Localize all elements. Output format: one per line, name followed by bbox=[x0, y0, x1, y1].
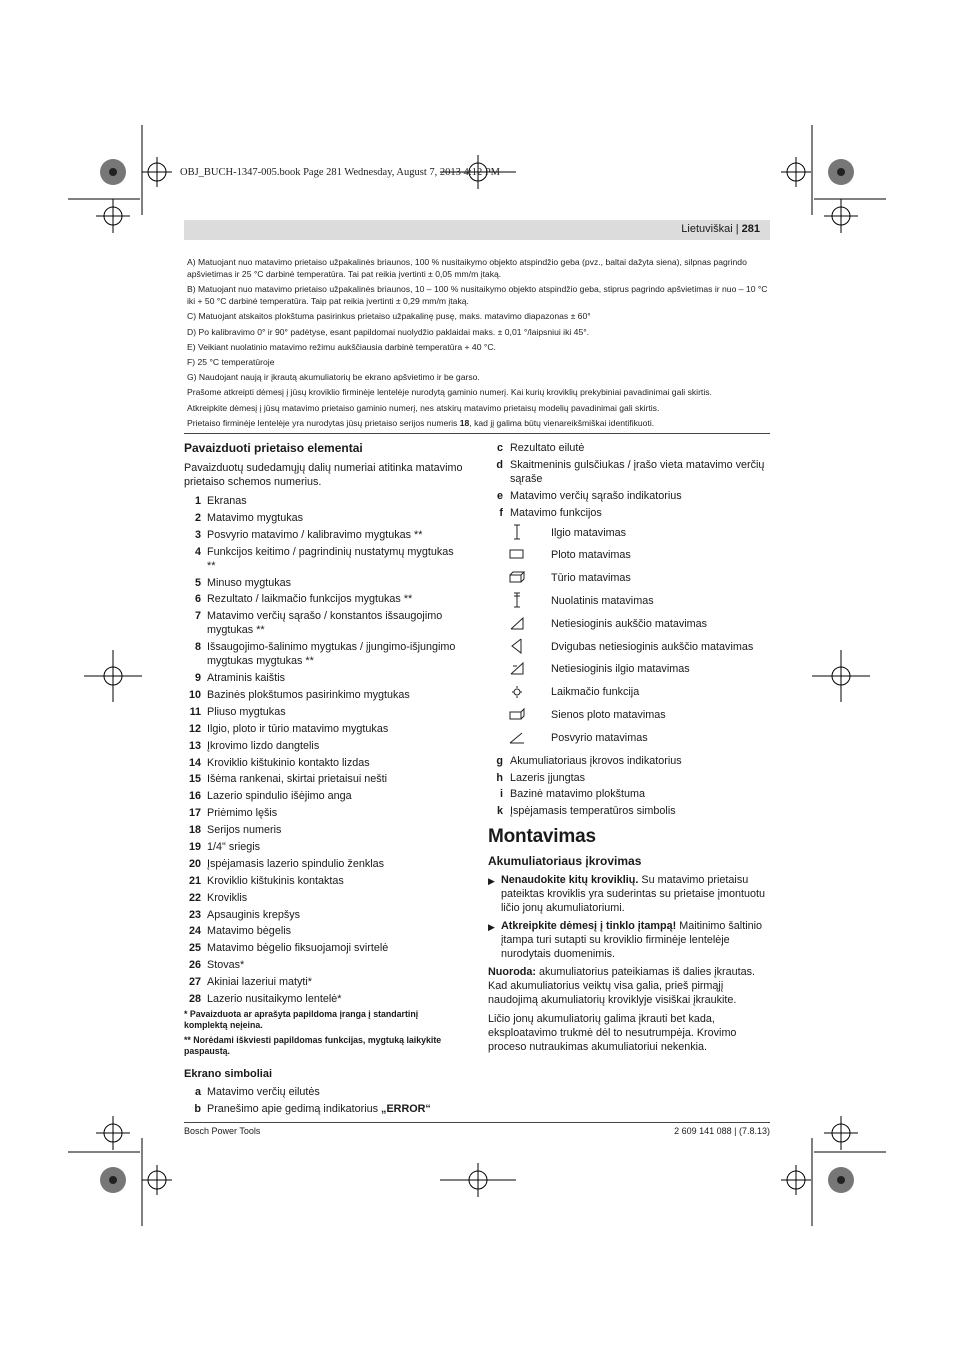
list-item: 13 Įkrovimo lizdo dangtelis bbox=[188, 739, 320, 752]
list-item: 15 Išėma rankenai, skirtai prietaisui nešti bbox=[188, 773, 388, 786]
list-item: 23 Apsauginis krepšys bbox=[188, 908, 301, 921]
list-item: Dvigubas netiesioginis aukščio matavimas bbox=[488, 640, 770, 663]
timer-icon bbox=[508, 683, 526, 699]
battery-info: Ličio jonų akumuliatorių galima įkrauti bet kada, eksploatavimo trukmė dėl to nesutrumpėja. Krovimo proceso nutraukimas akumuliatoriui nekenkia. bbox=[488, 1013, 737, 1054]
footer-brand: Bosch Power Tools bbox=[184, 1126, 261, 1136]
list-item: Netiesioginis aukščio matavimas bbox=[488, 617, 770, 640]
note-d: D) Po kalibravimo 0° ir 90° padėtyse, esant papildomai nuolydžio paklaidai maks. ± 0,01 °/laipsniui iki 45°. bbox=[187, 326, 590, 337]
page-header-label bbox=[681, 223, 760, 235]
list-item: 14 Kroviklio kištukinio kontakto lizdas bbox=[188, 756, 370, 769]
list-item: a Matavimo verčių eilutės bbox=[194, 1085, 320, 1098]
triangle-bullet-icon: ▶ bbox=[488, 876, 495, 887]
note-g: G) Naudojant naują ir įkrautą akumuliatorių be ekrano apšvietimo ir be garso. bbox=[187, 372, 480, 383]
length-icon bbox=[508, 524, 526, 540]
list-item: 9 Atraminis kaištis bbox=[194, 672, 285, 685]
list-item: 28 Lazerio nusitaikymo lentelė* bbox=[188, 993, 342, 1006]
indirect-length-icon bbox=[508, 660, 526, 676]
assembly-heading: Montavimas bbox=[488, 826, 596, 848]
list-item: 22 Kroviklis bbox=[188, 891, 248, 904]
footnote-accessories: * Pavaizduota ar aprašyta papildoma įranga į standartinį komplektą neįeina. bbox=[184, 1008, 419, 1031]
header-language: Lietuviškai bbox=[681, 223, 733, 235]
elements-list bbox=[184, 494, 464, 1006]
list-item: 26 Stovas* bbox=[188, 959, 245, 972]
list-item: 3 Posvyrio matavimo / kalibravimo mygtukas ** bbox=[194, 528, 423, 541]
list-item: i Bazinė matavimo plokštuma bbox=[500, 788, 646, 801]
page-header-bar bbox=[184, 220, 770, 240]
footer-divider bbox=[184, 1122, 770, 1123]
area-icon bbox=[508, 546, 526, 562]
header-separator: | bbox=[735, 223, 739, 235]
list-item: 7 Matavimo verčių sąrašo / konstantos išsaugojimo mygtukas ** bbox=[194, 610, 443, 637]
list-item: 2 Matavimo mygtukas bbox=[194, 511, 304, 524]
elements-intro: Pavaizduotų sudedamųjų dalių numeriai atitinka matavimo prietaiso schemos numerius. bbox=[184, 462, 463, 488]
list-item: 27 Akiniai lazeriui matyti* bbox=[188, 976, 313, 989]
note-serial: Prietaiso firminėje lentelėje yra nurodytas jūsų prietaiso serijos numeris 18, kad jį galima būtų vienareikšmiškai identifikuoti. bbox=[187, 417, 655, 428]
elements-heading: Pavaizduoti prietaiso elementai bbox=[184, 441, 363, 455]
note-charger: Prašome atkreipti dėmesį į jūsų kroviklio firminėje lentelėje nurodytą gaminio numerį. Kai kurių kroviklių prekybiniai pavadinimai gali skirtis. bbox=[187, 387, 712, 398]
list-item: 8 Išsaugojimo-šalinimo mygtukas / įjungimo-išjungimo mygtukas mygtukas ** bbox=[194, 641, 456, 668]
list-item: Laikmačio funkcija bbox=[488, 685, 770, 708]
list-item: f Matavimo funkcijos bbox=[499, 506, 602, 519]
note-c: C) Matuojant atskaitos plokštuma pasirinkus prietaiso užpakalinę pusę, maks. matavimo diapazonas ± 60° bbox=[187, 311, 591, 322]
footer-doc-number: 2 609 141 088 | (7.8.13) bbox=[674, 1126, 770, 1136]
right-column bbox=[488, 441, 770, 1059]
list-item: Ploto matavimas bbox=[488, 548, 770, 571]
measuring-functions-list bbox=[488, 526, 770, 754]
list-item: 17 Priėmimo lęšis bbox=[188, 807, 278, 820]
list-item: 19 1/4" sriegis bbox=[188, 841, 261, 854]
list-item: g Akumuliatoriaus įkrovos indikatorius bbox=[496, 754, 682, 767]
indirect-height-icon bbox=[508, 615, 526, 631]
list-item: 4 Funkcijos keitimo / pagrindinių nustatymų mygtukas ** bbox=[194, 545, 454, 572]
list-item: 10 Bazinės plokštumos pasirinkimo mygtukas bbox=[188, 689, 410, 702]
list-item: 1 Ekranas bbox=[194, 495, 247, 507]
list-item: Tūrio matavimas bbox=[488, 571, 770, 594]
volume-icon bbox=[508, 569, 526, 585]
note-product-number: Atkreipkite dėmesį į jūsų matavimo prietaiso gaminio numerį, nes atskirų matavimo prietaisų modelių pavadinimai gali skirtis. bbox=[187, 402, 660, 413]
wall-area-icon bbox=[508, 706, 526, 722]
list-item: e Matavimo verčių sąrašo indikatorius bbox=[496, 489, 682, 502]
note-a: A) Matuojant nuo matavimo prietaiso užpakalinės briaunos, 100 % nusitaikymo objekto atspindžio geba (pvz., baltai dažyta siena), silpnas pagrindo apšvietimas ir 25 °C darbinė temperatūra. Tai pat reikia įvertinti ± 0,05 mm/m įtaką. bbox=[187, 257, 747, 279]
list-item: h Lazeris įjungtas bbox=[496, 771, 586, 784]
tech-data-notes bbox=[187, 256, 769, 432]
list-item: Ilgio matavimas bbox=[488, 526, 770, 549]
list-item: 18 Serijos numeris bbox=[188, 824, 282, 837]
triangle-bullet-icon: ▶ bbox=[488, 922, 495, 933]
slope-icon bbox=[508, 729, 526, 745]
note-f: F) 25 °C temperatūroje bbox=[187, 356, 275, 367]
page-number: 281 bbox=[741, 223, 760, 235]
print-info-line: OBJ_BUCH-1347-005.book Page 281 Wednesday, August 7, 2013 4:12 PM bbox=[180, 167, 500, 178]
list-item: 6 Rezultato / laikmačio funkcijos mygtukas ** bbox=[194, 593, 413, 606]
section-divider bbox=[184, 433, 770, 434]
battery-note: Nuoroda: akumuliatorius pateikiamas iš dalies įkrautas. Kad akumuliatorius veiktų visa galia, prieš pirmąjį naudojimą akumuliatorių kroviklyje visiškai įkraukite. bbox=[488, 966, 756, 1007]
charging-heading: Akumuliatoriaus įkrovimas bbox=[488, 854, 642, 869]
list-item: b Pranešimo apie gedimą indikatorius „ERROR“ bbox=[194, 1102, 431, 1115]
list-item: Posvyrio matavimas bbox=[488, 731, 770, 754]
list-item: c Rezultato eilutė bbox=[496, 442, 585, 454]
list-item: 5 Minuso mygtukas bbox=[194, 576, 292, 589]
list-item: 11 Pliuso mygtukas bbox=[189, 705, 286, 718]
list-item: 24 Matavimo bėgelis bbox=[188, 925, 292, 938]
warning-voltage: ▶ Atkreipkite dėmesį į tinklo įtampą! Maitinimo šaltinio įtampa turi sutapti su kroviklio firminėje lentelėje nurodytais duomenimis. bbox=[488, 920, 763, 961]
left-column bbox=[184, 441, 464, 1119]
list-item: 12 Ilgio, ploto ir tūrio matavimo mygtukas bbox=[188, 722, 389, 735]
display-symbols-heading: Ekrano simboliai bbox=[184, 1067, 273, 1080]
note-b: B) Matuojant nuo matavimo prietaiso užpakalinės briaunos, 10 – 100 % nusitaikymo objekto atspindžio geba, stiprus pagrindo apšvietimas ir nuo – 10 °C iki + 50 °C darbinė temperatūra. Taip pat reikia įvertinti ± 0,29 mm/m įtaką. bbox=[187, 284, 768, 307]
list-item: d Skaitmeninis gulsčiukas / įrašo vieta matavimo verčių sąraše bbox=[496, 458, 765, 485]
list-item: Nuolatinis matavimas bbox=[488, 594, 770, 617]
footnote-keys: ** Norėdami iškviesti papildomas funkcijas, mygtuką laikykite paspaustą. bbox=[184, 1034, 442, 1057]
list-item: Netiesioginis ilgio matavimas bbox=[488, 662, 770, 685]
double-indirect-height-icon bbox=[508, 638, 526, 654]
list-item: k Įspėjamasis temperatūros simbolis bbox=[496, 805, 676, 818]
list-item: 25 Matavimo bėgelio fiksuojamoji svirtelė bbox=[188, 942, 389, 955]
list-item: Sienos ploto matavimas bbox=[488, 708, 770, 731]
list-item: 16 Lazerio spindulio išėjimo anga bbox=[188, 790, 352, 803]
continuous-measure-icon bbox=[508, 592, 526, 608]
list-item: 20 Įspėjamasis lazerio spindulio ženklas bbox=[188, 857, 385, 870]
list-item: 21 Kroviklio kištukinis kontaktas bbox=[188, 874, 344, 887]
warning-charger: ▶ Nenaudokite kitų kroviklių. Su matavimo prietaisu pateiktas kroviklis yra suderintas su prietaise įmontuotu ličio jonų akumuliatoriumi. bbox=[488, 874, 766, 915]
note-e: E) Veikiant nuolatinio matavimo režimu aukščiausia darbinė temperatūra + 40 °C. bbox=[187, 341, 496, 352]
